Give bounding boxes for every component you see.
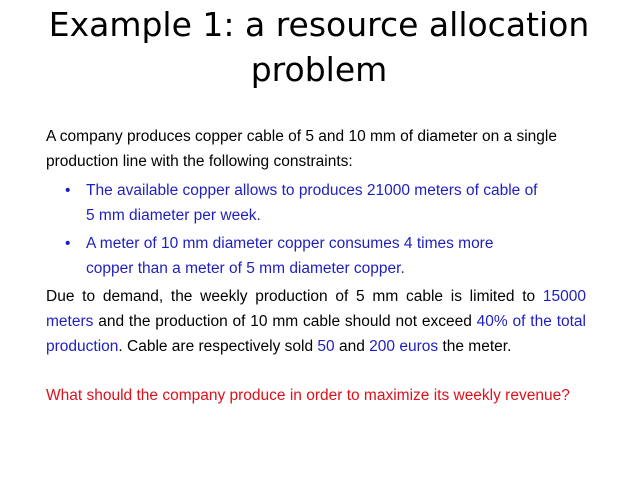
production-limit: 15000 meters <box>46 288 586 330</box>
slide-body <box>46 124 586 408</box>
price-5mm: 50 <box>317 338 335 355</box>
demand-text-5: the meter. <box>442 338 512 355</box>
constraint-2-line-1: A meter of 10 mm diameter copper consumes 4 times more <box>86 235 494 252</box>
constraint-item-copper-ratio <box>65 231 586 281</box>
constraint-1-line-2: 5 mm diameter per week. <box>86 207 261 224</box>
demand-paragraph <box>46 284 586 359</box>
demand-text-4: and <box>338 338 365 355</box>
price-10mm: 200 <box>369 338 396 355</box>
demand-text-2: and the production of 10 mm cable should not exceed <box>98 313 472 330</box>
title-line-2: problem <box>250 50 388 89</box>
slide-title <box>0 2 638 92</box>
constraint-item-copper-supply <box>65 178 586 228</box>
title-line-1: Example 1: a resource allocation <box>48 5 590 44</box>
bullet-dot-icon: • <box>65 235 71 252</box>
constraint-2-line-2: copper than a meter of 5 mm diameter copper. <box>86 260 405 277</box>
intro-paragraph: A company produces copper cable of 5 and 10 mm of diameter on a single production line with the following constraints: <box>46 128 557 170</box>
demand-text-3: . Cable are respectively sold <box>118 338 314 355</box>
demand-text-1: Due to demand, the weekly production of 5 mm cable is limited to <box>46 288 536 305</box>
constraints-list <box>46 178 586 281</box>
question-paragraph: What should the company produce in order to maximize its weekly revenue? <box>46 387 570 404</box>
constraint-1-line-1: The available copper allows to produces 21000 meters of cable of <box>86 182 538 199</box>
production-share: 40% of the total production <box>46 313 586 355</box>
bullet-dot-icon: • <box>65 182 71 199</box>
price-unit: euros <box>399 338 439 355</box>
